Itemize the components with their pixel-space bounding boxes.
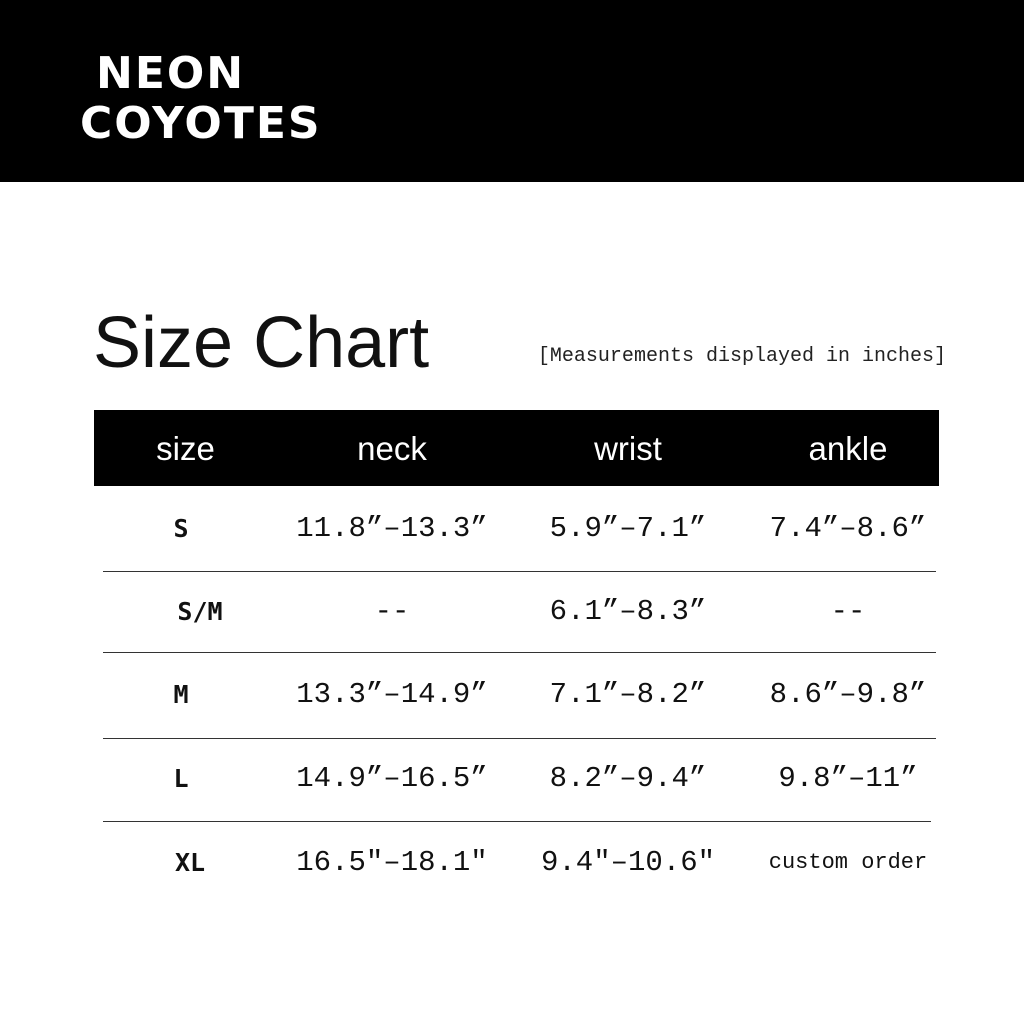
brand-logo: [78, 44, 322, 154]
wrist-cell: 6.1”–8.3”: [549, 595, 707, 628]
wrist-cell: 7.1”–8.2”: [549, 678, 707, 711]
ankle-cell: --: [830, 595, 866, 628]
row-divider: [103, 738, 936, 739]
ankle-cell: 8.6”–9.8”: [769, 678, 927, 711]
brand-banner: [0, 0, 1024, 182]
size-cell: S: [173, 514, 189, 543]
row-divider: [103, 821, 931, 822]
table-header: [94, 410, 939, 486]
row-divider: [103, 571, 936, 572]
wrist-cell: 5.9”–7.1”: [549, 512, 707, 545]
wrist-cell: 9.4"–10.6": [540, 846, 716, 879]
ankle-cell: 7.4”–8.6”: [769, 512, 927, 545]
size-cell: S/M: [177, 597, 223, 626]
table-row: [0, 846, 1024, 886]
table-row: [0, 595, 1024, 635]
page-title: Size Chart: [93, 303, 430, 383]
wrist-cell: 8.2”–9.4”: [549, 762, 707, 795]
row-divider: [103, 652, 936, 653]
units-note: [Measurements displayed in inches]: [537, 345, 946, 368]
neck-cell: 14.9”–16.5”: [296, 762, 488, 795]
size-cell: XL: [174, 848, 206, 877]
ankle-cell: custom order: [768, 850, 928, 875]
table-row: [0, 678, 1024, 718]
neck-cell: 11.8”–13.3”: [296, 512, 488, 545]
neck-cell: 16.5"–18.1": [296, 846, 488, 879]
logo-text-line-1: NEON: [96, 48, 246, 99]
column-header-ankle: ankle: [808, 430, 888, 467]
logo-text-line-2: COYOTES: [80, 98, 322, 149]
column-header-neck: neck: [357, 430, 427, 467]
size-cell: L: [173, 764, 189, 793]
table-row: [0, 762, 1024, 802]
ankle-cell: 9.8”–11”: [778, 762, 918, 795]
size-cell: M: [173, 680, 189, 709]
column-header-size: size: [156, 430, 215, 467]
table-row: [0, 512, 1024, 552]
neck-cell: 13.3”–14.9”: [296, 678, 488, 711]
neck-cell: --: [374, 595, 410, 628]
column-header-wrist: wrist: [594, 430, 662, 467]
